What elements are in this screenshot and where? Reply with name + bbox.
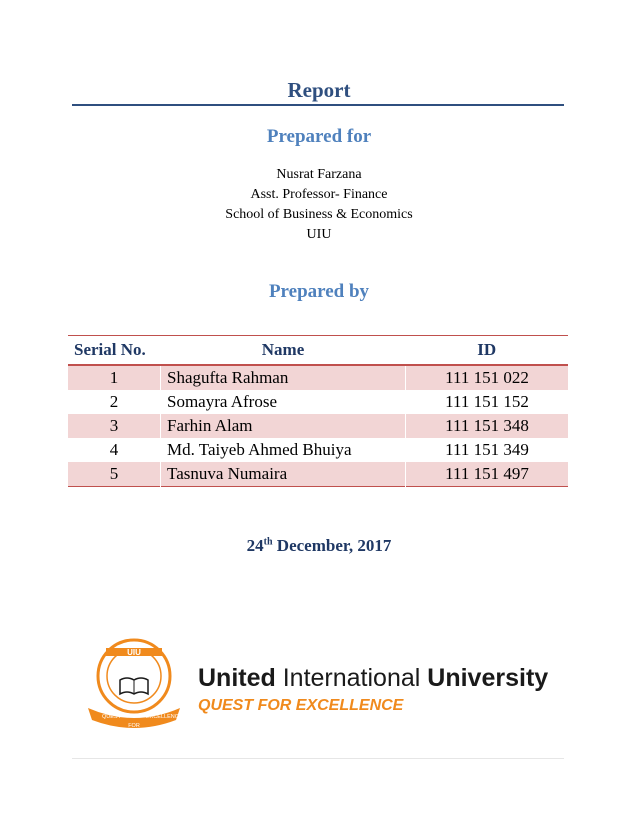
row-name: Somayra Afrose — [161, 390, 406, 414]
row-serial: 3 — [68, 414, 161, 438]
prepared-for-heading: Prepared for — [266, 126, 372, 147]
university-tagline: QUEST FOR EXCELLENCE — [198, 697, 404, 714]
ribbon-right-text: EXCELLENCE — [146, 714, 183, 720]
date-day: 24 — [246, 536, 264, 555]
uni-name-part-1: United — [198, 664, 276, 692]
table-header-row — [68, 336, 568, 366]
university-name — [198, 664, 548, 693]
recipient-position: Asst. Professor- Finance — [250, 187, 388, 202]
row-serial: 5 — [68, 462, 161, 487]
row-id: 111 151 152 — [406, 390, 569, 414]
table-row — [68, 438, 568, 462]
header-name: Name — [261, 340, 305, 359]
row-id: 111 151 022 — [406, 365, 569, 390]
emblem-uiu-text: UIU — [127, 648, 141, 657]
table-row — [68, 390, 568, 414]
date-suffix: th — [263, 536, 273, 548]
ribbon-left-text: QUEST — [102, 714, 121, 720]
date-rest: December, 2017 — [272, 536, 392, 555]
recipient-name: Nusrat Farzana — [276, 167, 362, 182]
title-divider — [72, 104, 564, 106]
recipient-school: School of Business & Economics — [225, 207, 413, 222]
row-name: Md. Taiyeb Ahmed Bhuiya — [161, 438, 406, 462]
footer-divider — [72, 758, 564, 759]
row-serial: 4 — [109, 440, 119, 459]
row-serial: 2 — [109, 392, 119, 411]
prepared-by-heading: Prepared by — [268, 281, 370, 302]
members-table — [68, 335, 568, 487]
row-serial: 1 — [68, 365, 161, 390]
row-id: 111 151 349 — [406, 438, 569, 462]
recipient-block — [0, 165, 638, 245]
uiu-emblem-logo — [84, 636, 184, 736]
uni-name-part-3: University — [427, 664, 549, 692]
row-name: Shagufta Rahman — [161, 365, 406, 390]
header-id: ID — [477, 340, 497, 359]
recipient-university: UIU — [306, 227, 332, 242]
header-serial: Serial No. — [74, 340, 146, 359]
row-id: 111 151 497 — [406, 462, 569, 487]
report-title: Report — [287, 78, 351, 102]
table-row — [68, 462, 568, 487]
row-name: Tasnuva Numaira — [161, 462, 406, 487]
uni-name-part-2: International — [275, 664, 428, 692]
row-name: Farhin Alam — [161, 414, 406, 438]
emblem-inner-ring — [107, 649, 161, 703]
row-id: 111 151 348 — [406, 414, 569, 438]
report-date — [0, 536, 638, 556]
table-row — [68, 414, 568, 438]
table-row — [68, 365, 568, 390]
ribbon-mid-text: FOR — [128, 723, 140, 729]
